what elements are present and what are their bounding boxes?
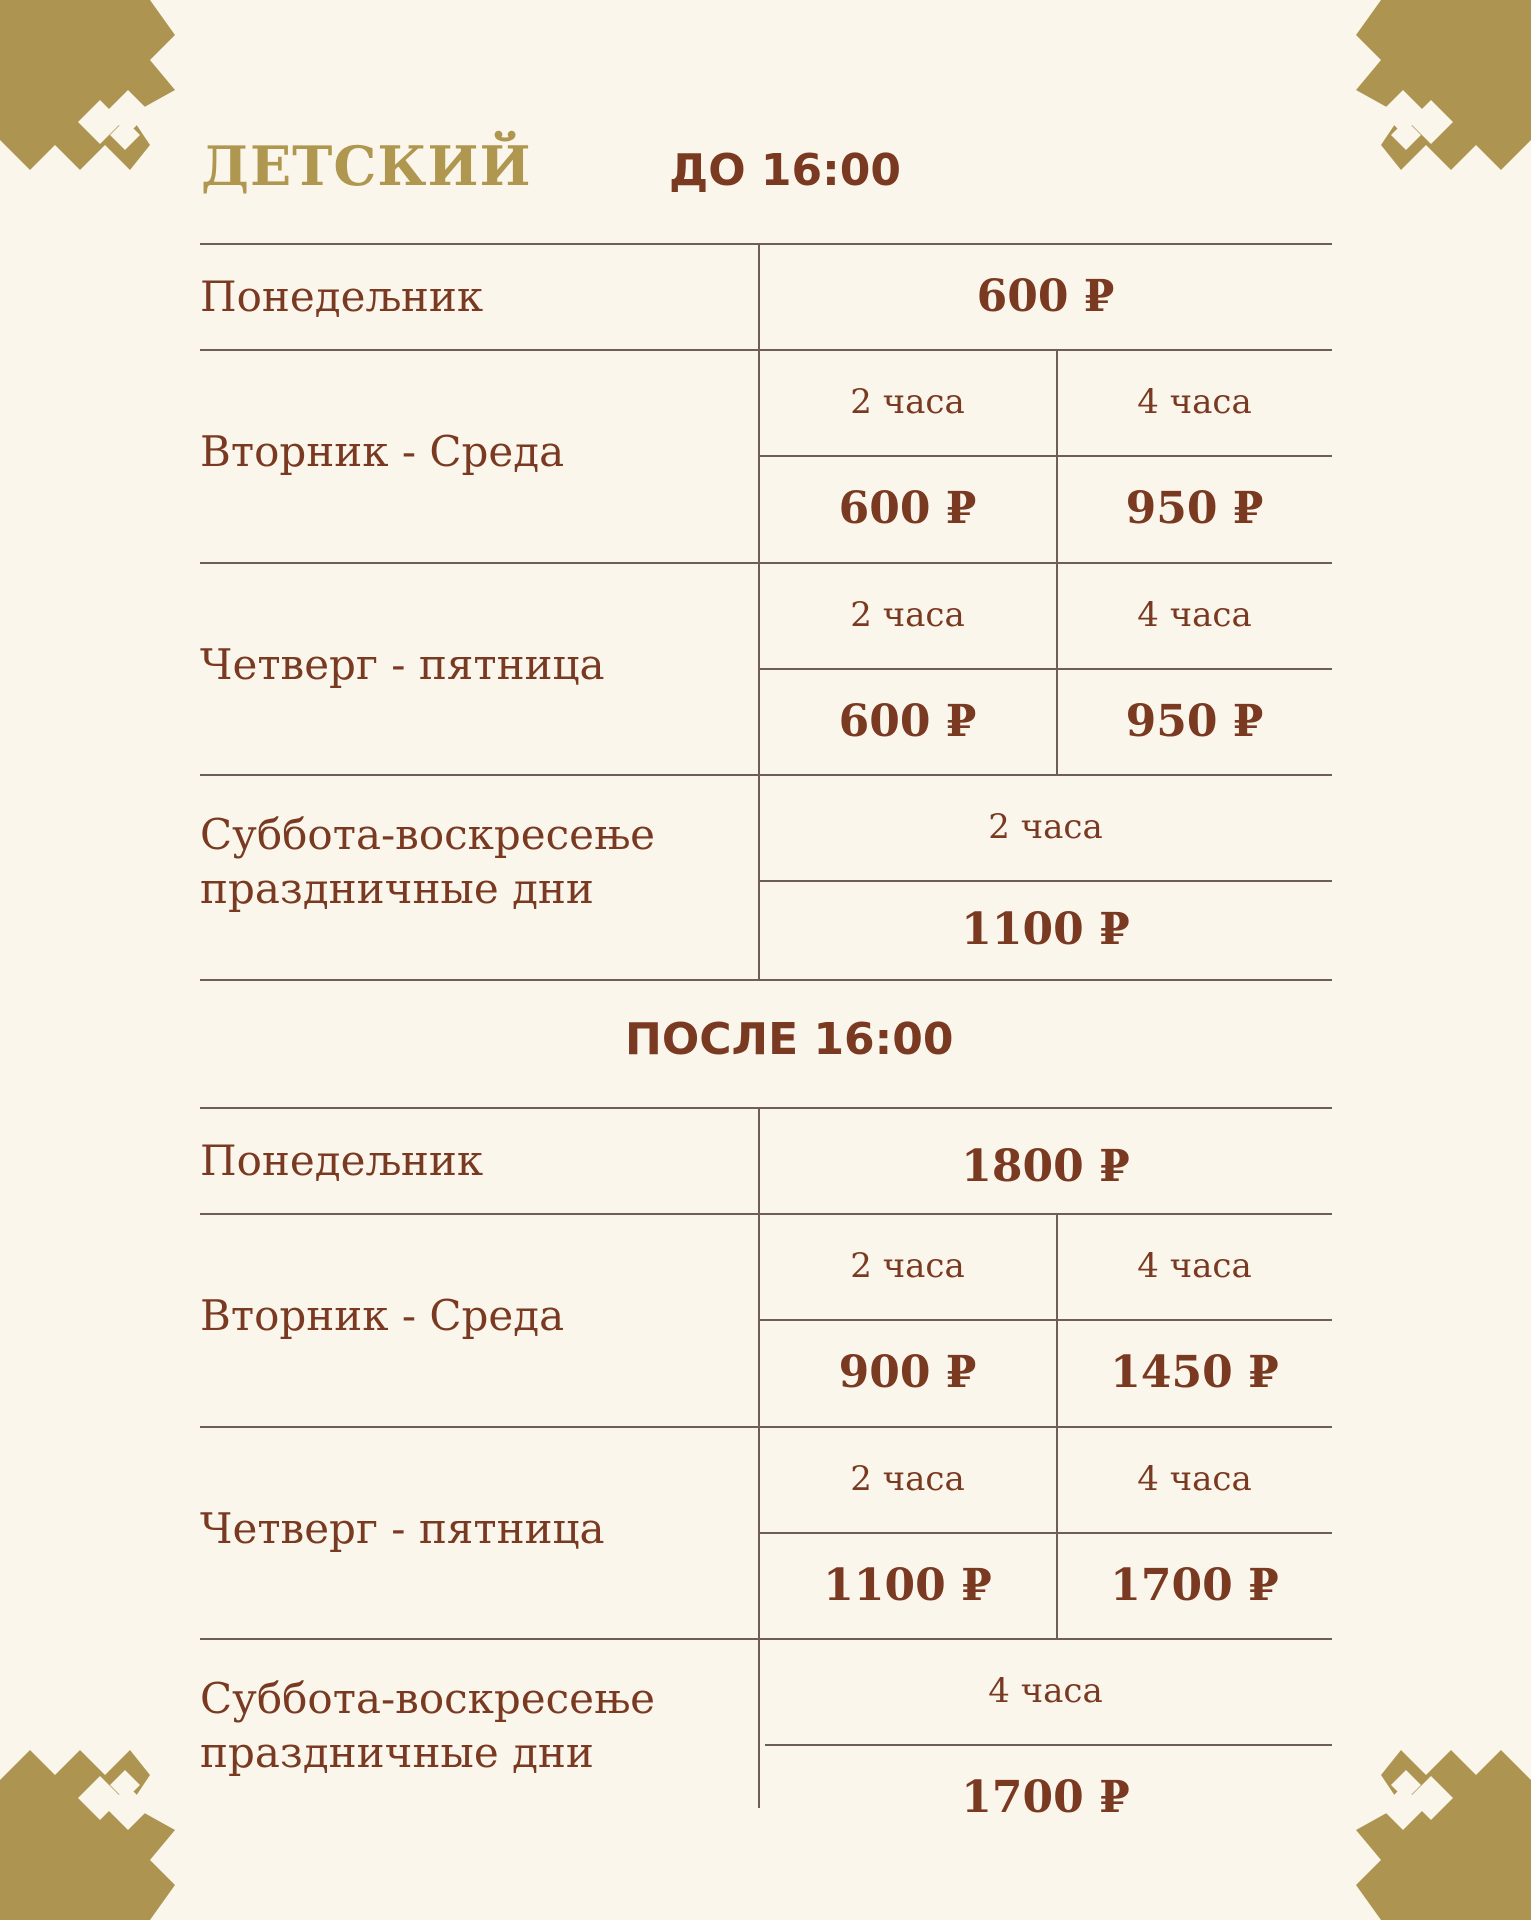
price-weekend: 1700 ₽ <box>961 1771 1130 1823</box>
day-weekend-line1: Суббота-воскресење <box>200 810 655 859</box>
section-heading-before: ДО 16:00 <box>669 145 901 196</box>
duration-4h: 4 часа <box>1137 1459 1252 1499</box>
duration-2h: 2 часа <box>850 595 965 635</box>
price-2h: 1100 ₽ <box>823 1559 992 1611</box>
price-monday: 1800 ₽ <box>961 1140 1130 1192</box>
day-weekend-line2: праздничные дни <box>200 864 594 913</box>
day-weekend-line1: Суббота-воскресење <box>200 1674 655 1723</box>
day-weekend-line2: праздничные дни <box>200 1728 594 1777</box>
day-thu-fri: Четверг - пятница <box>200 640 605 689</box>
corner-ornament-top-right <box>1351 0 1531 180</box>
corner-ornament-bottom-left <box>0 1740 180 1920</box>
price-4h: 950 ₽ <box>1125 483 1264 534</box>
duration-weekend: 2 часа <box>988 807 1103 847</box>
duration-weekend: 4 часа <box>988 1671 1103 1711</box>
price-monday: 600 ₽ <box>976 270 1115 322</box>
duration-2h: 2 часа <box>850 382 965 422</box>
price-4h: 950 ₽ <box>1125 695 1264 747</box>
corner-ornament-top-left <box>0 0 180 180</box>
corner-ornament-bottom-right <box>1351 1740 1531 1920</box>
day-thu-fri: Четверг - пятница <box>200 1504 605 1553</box>
day-tue-wed: Вторник - Среда <box>200 427 565 476</box>
duration-4h: 4 часа <box>1137 1246 1252 1286</box>
day-monday: Понедељник <box>200 1136 484 1185</box>
duration-2h: 2 часа <box>850 1459 965 1499</box>
duration-4h: 4 часа <box>1137 595 1252 635</box>
duration-2h: 2 часа <box>850 1246 965 1286</box>
price-4h: 1700 ₽ <box>1110 1559 1279 1611</box>
day-weekend <box>200 808 655 916</box>
price-weekend: 1100 ₽ <box>961 904 1130 955</box>
day-tue-wed: Вторник - Среда <box>200 1291 565 1340</box>
price-4h: 1450 ₽ <box>1110 1347 1279 1398</box>
page-title: ДЕТСКИЙ <box>201 134 532 198</box>
day-monday: Понедељник <box>200 272 484 321</box>
price-2h: 600 ₽ <box>838 695 977 747</box>
duration-4h: 4 часа <box>1137 382 1252 422</box>
section-heading-after: ПОСЛЕ 16:00 <box>625 1014 954 1065</box>
day-weekend <box>200 1672 655 1780</box>
price-2h: 900 ₽ <box>838 1347 977 1398</box>
price-2h: 600 ₽ <box>838 483 977 534</box>
